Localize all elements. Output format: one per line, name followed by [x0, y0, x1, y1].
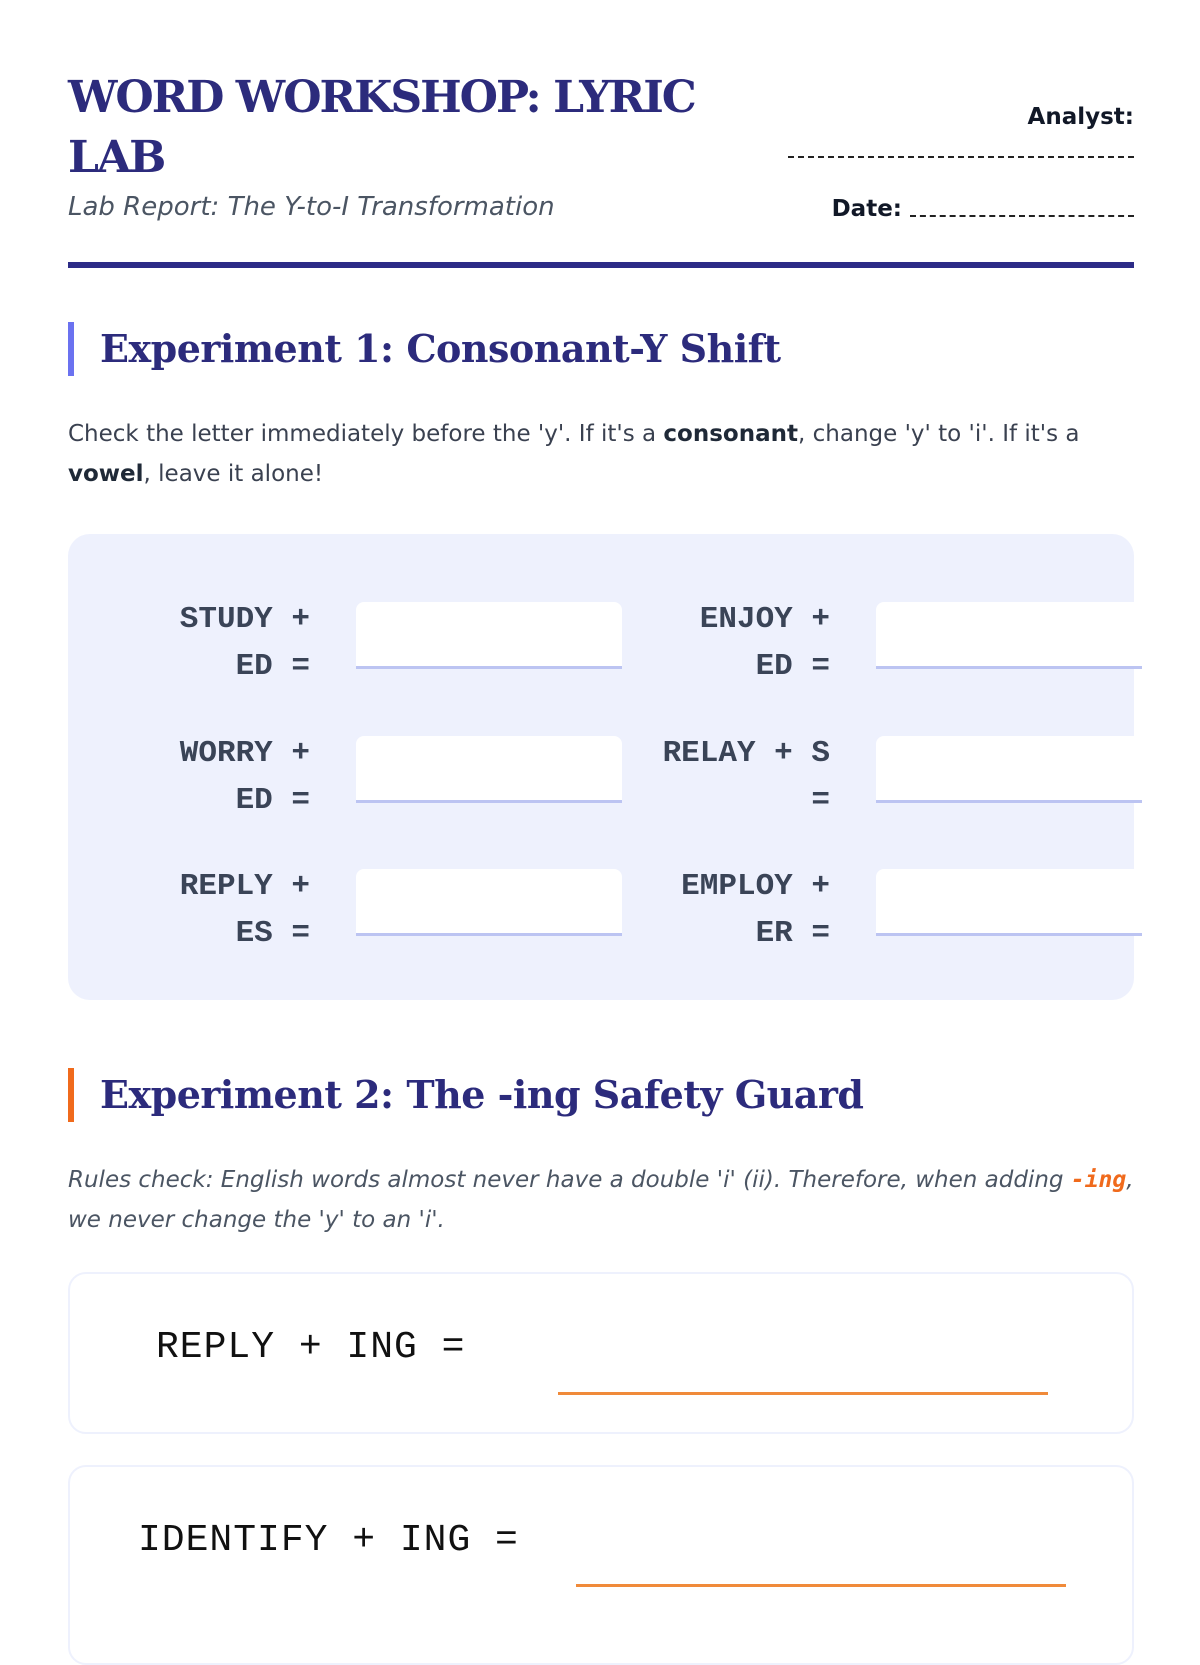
worksheet-header [68, 68, 1134, 268]
equation-reply-es [128, 851, 608, 961]
exercise-expression: IDENTIFY + ING = [138, 1519, 519, 1562]
equation-label: WORRY + ED = [179, 736, 310, 818]
date-label: Date: [831, 196, 902, 222]
answer-input[interactable] [876, 869, 1142, 936]
instructions-text: Check the letter immediately before the 'y'. If it's a [68, 421, 664, 447]
ing-exercise-card [68, 1272, 1134, 1434]
page-subtitle: Lab Report: The Y-to-I Transformation [68, 192, 555, 222]
equation-label: REPLY + ES = [179, 869, 310, 951]
equation-label: ENJOY + ED = [699, 602, 830, 684]
equation-label: EMPLOY + ER = [681, 869, 830, 951]
instructions-text: Rules check: English words almost never have a double 'i' (ii). Therefore, when adding [68, 1167, 1071, 1193]
exercise-expression: REPLY + ING = [156, 1326, 466, 1369]
vowel-term: vowel [68, 461, 144, 487]
instructions-text: , we never change the 'y' to an 'i'. [68, 1167, 1134, 1233]
date-row [832, 196, 1134, 222]
experiment-1-heading: Experiment 1: Consonant-Y Shift [68, 322, 781, 376]
analyst-field[interactable] [788, 156, 1134, 158]
instructions-text: , change 'y' to 'i'. If it's a [798, 421, 1080, 447]
equation-relay-s [648, 718, 1128, 828]
equation-enjoy-ed [648, 584, 1128, 694]
answer-input[interactable] [876, 736, 1142, 803]
ing-exercise-card [68, 1465, 1134, 1665]
equation-worry-ed [128, 718, 608, 828]
experiment-1-instructions [68, 414, 1134, 494]
experiment-2-heading: Experiment 2: The -ing Safety Guard [68, 1068, 864, 1122]
answer-line[interactable] [558, 1392, 1048, 1395]
ing-suffix-highlight: -ing [1070, 1167, 1127, 1193]
header-divider [68, 262, 1134, 268]
consonant-term: consonant [663, 421, 798, 447]
equation-study-ed [128, 584, 608, 694]
experiment-2-instructions [68, 1160, 1134, 1240]
analyst-label: Analyst: [1027, 104, 1134, 130]
instructions-text: , leave it alone! [143, 461, 324, 487]
answer-input[interactable] [876, 602, 1142, 669]
answer-input[interactable] [356, 602, 622, 669]
experiment-1-panel [68, 534, 1134, 1000]
answer-input[interactable] [356, 869, 622, 936]
answer-line[interactable] [576, 1584, 1066, 1587]
equation-label: RELAY + S = [662, 736, 830, 818]
date-field[interactable] [910, 215, 1134, 217]
page-title: WORD WORKSHOP: LYRIC LAB [68, 72, 695, 183]
equation-label: STUDY + ED = [179, 602, 310, 684]
equation-employ-er [648, 851, 1128, 961]
answer-input[interactable] [356, 736, 622, 803]
